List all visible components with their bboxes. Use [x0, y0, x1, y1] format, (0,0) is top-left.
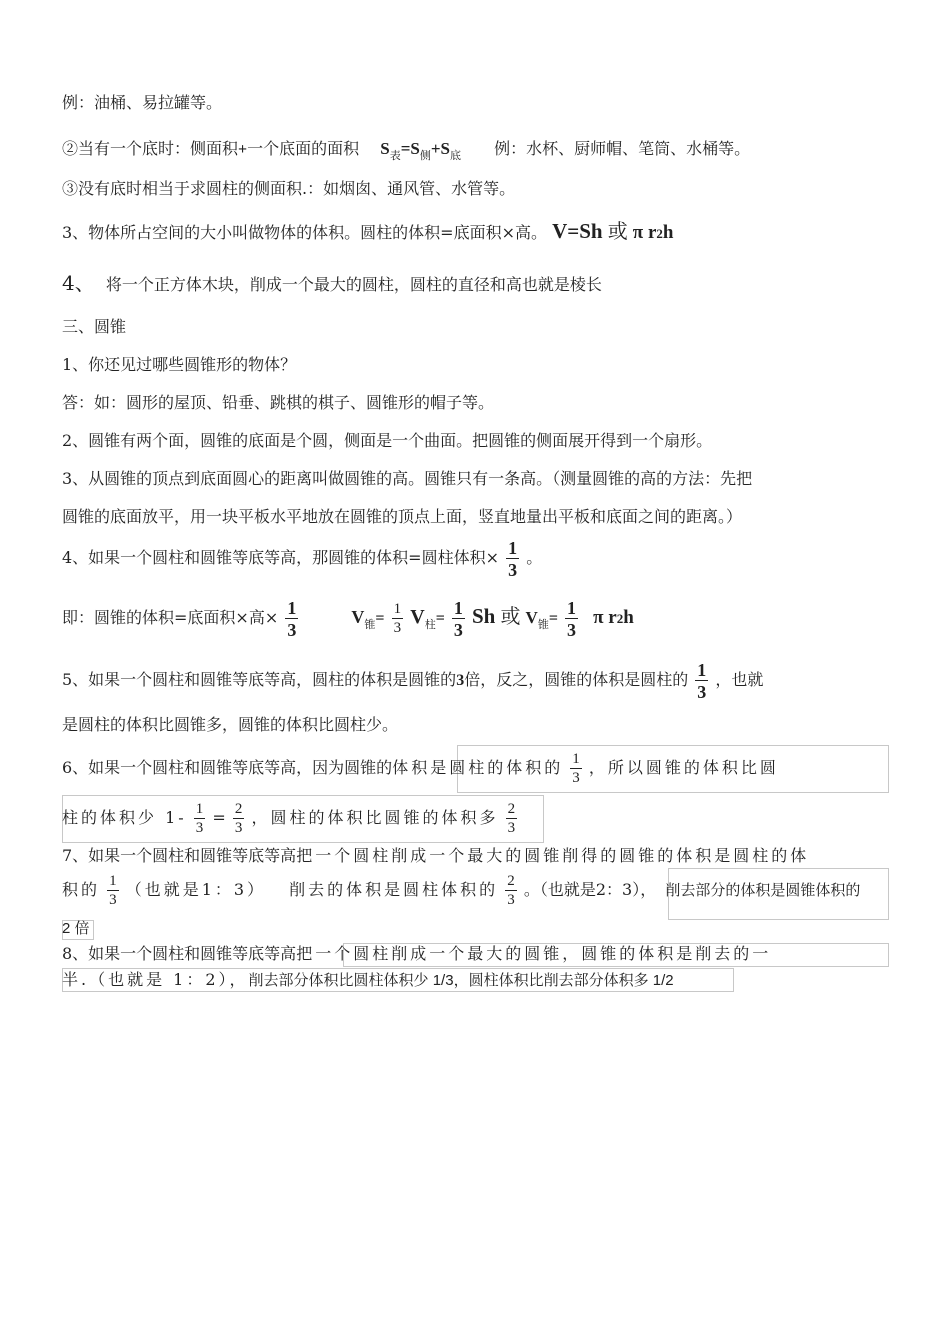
line-half-cont: 半.（也就是 1：2），削去部分体积比圆柱体积少 1/3，圆柱体积比削去部分体积多 1/2 [62, 970, 674, 989]
line-volume-diff: 6、如果一个圆柱和圆锥等底等高，因为圆锥的体积是圆柱的体积的 $\frac{1}{3}$ ，所以圆锥的体积比圆 [62, 750, 779, 786]
line-no-base: ③没有底时相当于求圆柱的侧面积.：如烟囱、通风管、水管等。 [62, 179, 516, 198]
line-question-1: 1、你还见过哪些圆锥形的物体？ [62, 355, 297, 374]
line-example-1: 例：油桶、易拉罐等。 [62, 93, 223, 112]
line-answer-1: 答：如：圆形的屋顶、铅垂、跳棋的棋子、圆锥形的帽子等。 [62, 393, 495, 412]
formula-surface: $S_表=S_侧+S_底$ [380, 139, 462, 162]
fraction-one-third: $\frac{1}{3}$ [567, 597, 577, 640]
line-cone-height-cont: 圆锥的底面放平，用一块平板水平地放在圆锥的顶点上面，竖直地量出平板和底面之间的距离。） [62, 507, 743, 526]
fraction-two-thirds: $\frac{2}{3}$ [507, 872, 515, 908]
fraction-one-third: $\frac{1}{3}$ [697, 659, 707, 702]
line-ratio-cont: 是圆柱的体积比圆锥多，圆锥的体积比圆柱少。 [62, 715, 399, 734]
line-carve-cone-cont: 积的 $\frac{1}{3}$ （也就是1：3） 削去的体积是圆柱体积的 $\frac{2}{3}$ 。（也就是2：3）， 削去部分的体积是圆锥体积的 [62, 872, 861, 908]
fraction-one-third: $\frac{1}{3}$ [508, 537, 518, 580]
line-cube-cylinder: 4、 将一个正方体木块，削成一个最大的圆柱，圆柱的直径和高也就是棱长 [62, 271, 602, 295]
line-double: 2 倍 [62, 920, 90, 937]
line-volume-diff-cont: 柱的体积少 1- $\frac{1}{3}$ = $\frac{2}{3}$ ，圆柱的体积比圆锥的体积多 $\frac{2}{3}$ [62, 800, 516, 836]
line-cone-height: 3、从圆锥的顶点到底面圆心的距离叫做圆锥的高。圆锥只有一条高。（测量圆锥的高的方法：先把 [62, 469, 753, 488]
line-one-base: ②当有一个底时：侧面积+一个底面的面积 $S_表=S_侧+S_底$ 例：水杯、厨师帽、笔筒、水桶等。 [62, 139, 751, 162]
fraction-one-third: $\frac{1}{3}$ [287, 597, 297, 640]
fraction-one-half-denominator: $\frac{2}{3}$ [507, 800, 516, 836]
line-cone-volume-rule: 4、如果一个圆柱和圆锥等底等高，那圆锥的体积=圆柱体积× $\frac{1}{3}$ 。 [62, 537, 543, 580]
line-carve-cone: 7、如果一个圆柱和圆锥等底等高把一个圆柱削成一个最大的圆锥削得的圆锥的体积是圆柱的体 [62, 846, 810, 865]
fraction-two-thirds: $\frac{2}{3}$ [234, 800, 243, 836]
fraction-one-third: $\frac{1}{3}$ [453, 597, 463, 640]
line-cone-faces: 2、圆锥有两个面，圆锥的底面是个圆，侧面是一个曲面。把圆锥的侧面展开得到一个扇形。 [62, 431, 713, 450]
section-title-cone: 三、圆锥 [62, 317, 127, 336]
fraction-one-third: $\frac{1}{3}$ [572, 750, 580, 786]
line-half: 8、如果一个圆柱和圆锥等底等高把一个圆柱削成一个最大的圆锥，圆锥的体积是削去的一 [62, 944, 772, 963]
fraction-one-third: $\frac{1}{3}$ [195, 800, 204, 836]
fraction-one-third: $\frac{1}{3}$ [393, 600, 402, 636]
line-volume-def: 3、物体所占空间的大小叫做物体的体积。圆柱的体积=底面积×高。 V=Sh 或 π r2h [62, 219, 674, 243]
line-cone-formula: 即：圆锥的体积=底面积×高× $\frac{1}{3}$ $V_锥=$ $\frac{1}{3}$ $V_柱=$ $\frac{1}{3}$ Sh 或 $V_锥=$ $\frac{1}{3}$ π r2h [62, 597, 634, 640]
line-ratio-3x: 5、如果一个圆柱和圆锥等底等高，圆柱的体积是圆锥的3倍，反之，圆锥的体积是圆柱的 $\frac{1}{3}$ ，也就 [62, 659, 764, 702]
fraction-one-third: $\frac{1}{3}$ [109, 872, 117, 908]
